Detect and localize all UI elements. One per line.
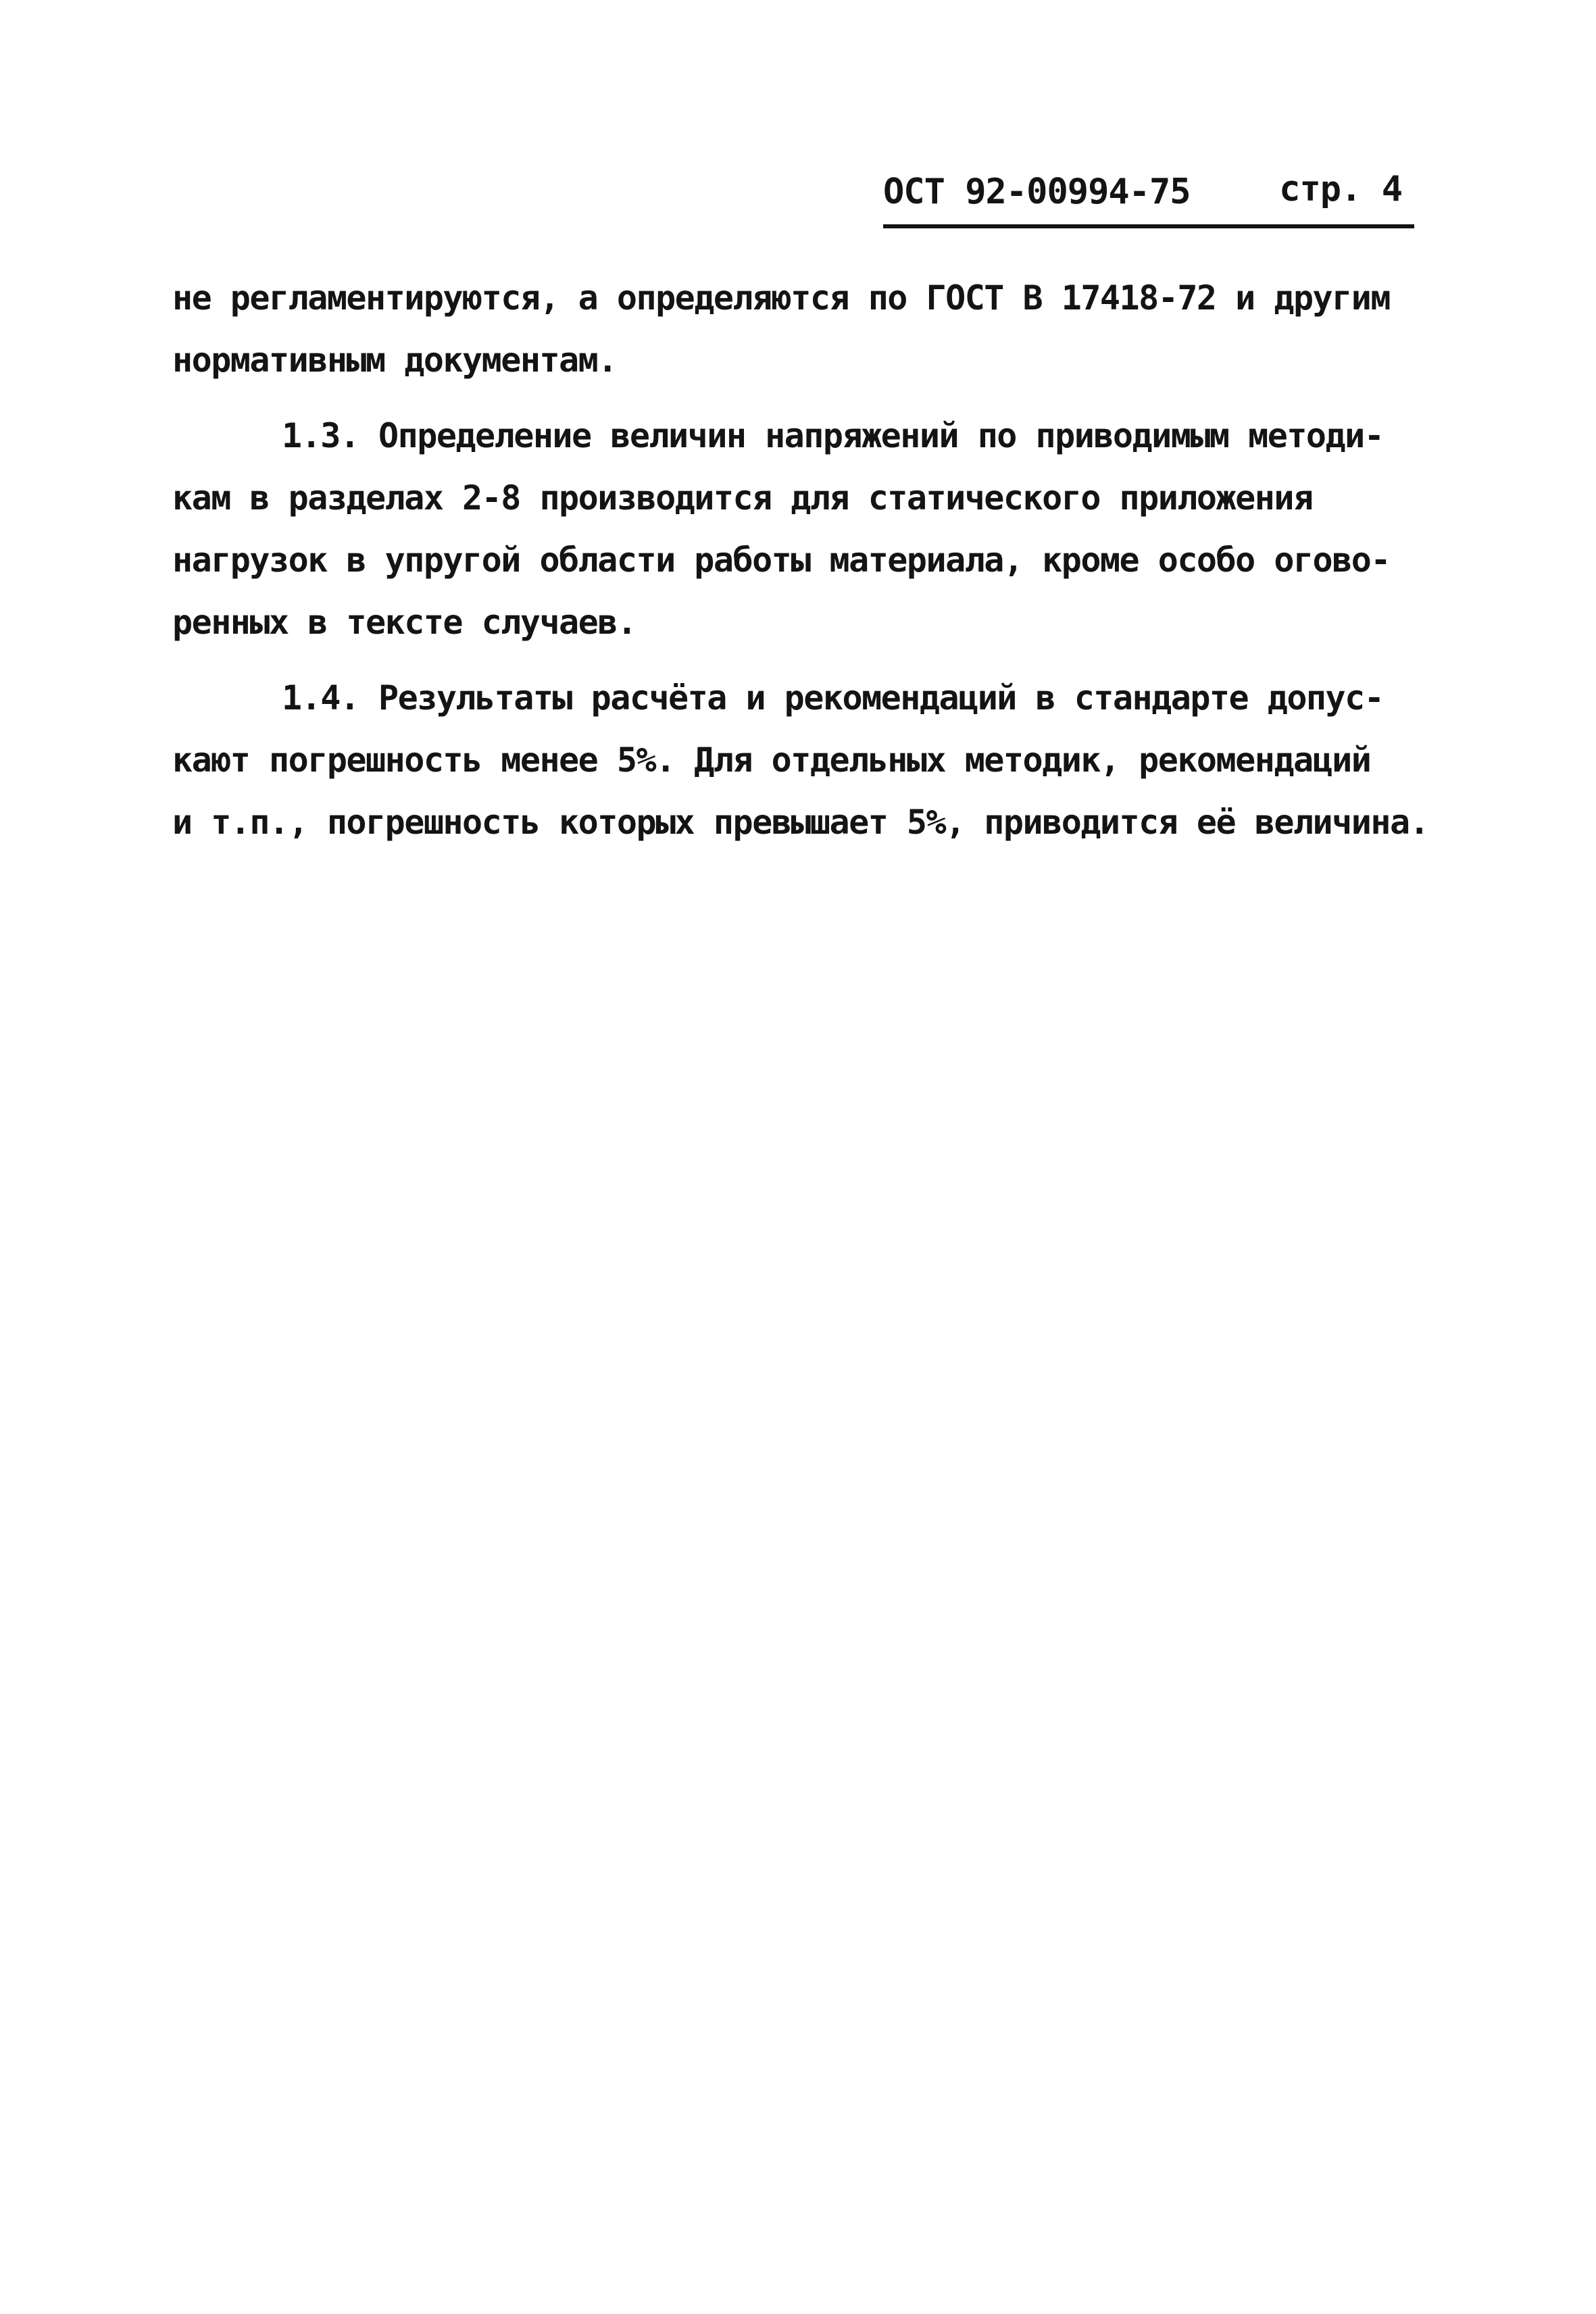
paragraph-line: кам в разделах 2-8 производится для статического приложения xyxy=(172,478,1313,518)
paragraph-line: не регламентируются, а определяются по ГОСТ В 17418-72 и другим xyxy=(172,278,1390,318)
section-1-4-heading-line: 1.4. Результаты расчёта и рекомендаций в стандарте допус- xyxy=(282,678,1384,718)
paragraph-line: нагрузок в упругой области работы материала, кроме особо огово- xyxy=(172,540,1390,580)
paragraph-line: кают погрешность менее 5%. Для отдельных методик, рекомендаций xyxy=(172,740,1371,780)
document-code: ОСТ 92-00994-75 xyxy=(883,172,1191,212)
section-1-3-heading-line: 1.3. Определение величин напряжений по приводимым методи- xyxy=(282,416,1384,455)
page-header xyxy=(875,157,1416,232)
paragraph-line: нормативным документам. xyxy=(172,341,617,380)
paragraph-line: ренных в тексте случаев. xyxy=(172,603,637,642)
page-number: стр. 4 xyxy=(1279,169,1402,209)
header-underline xyxy=(883,224,1414,228)
document-body xyxy=(172,267,1443,853)
paragraph-line: и т.п., погрешность которых превышает 5%, приводится её величина. xyxy=(172,803,1429,842)
